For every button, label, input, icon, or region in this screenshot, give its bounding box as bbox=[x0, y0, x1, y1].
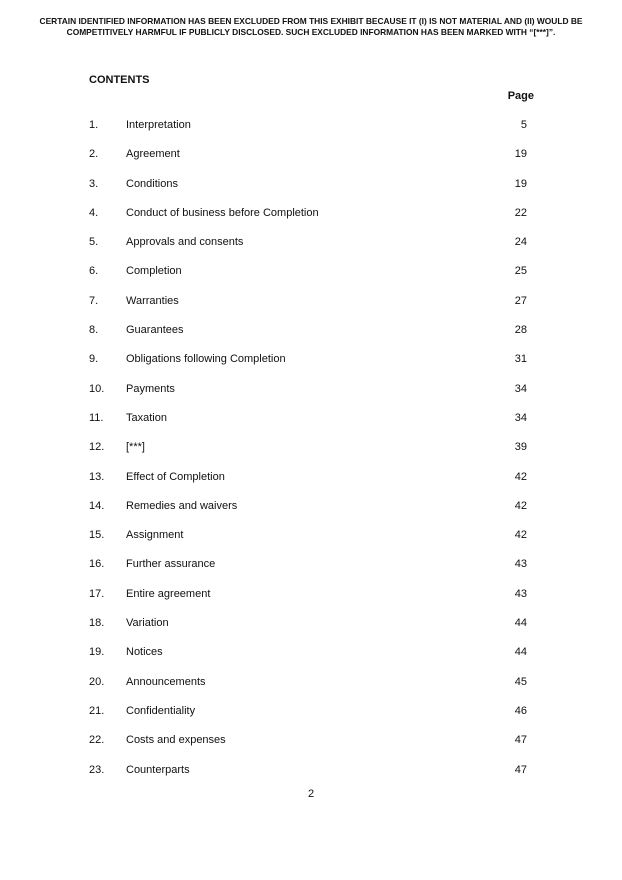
toc-entry-title: Approvals and consents bbox=[126, 236, 244, 249]
toc-entry-title: Completion bbox=[126, 265, 182, 278]
toc-entry[interactable] bbox=[89, 609, 529, 638]
toc-entry-page: 19 bbox=[514, 177, 527, 190]
toc-entry-title: Taxation bbox=[126, 411, 167, 424]
toc-entry-title: Obligations following Completion bbox=[126, 353, 286, 366]
toc-entry-page: 22 bbox=[514, 206, 527, 219]
toc-entry-page: 45 bbox=[514, 675, 527, 688]
toc-entry-page: 44 bbox=[514, 617, 527, 630]
toc-entry-title: Conditions bbox=[126, 177, 178, 190]
toc-entry-page: 34 bbox=[514, 382, 527, 395]
toc-entry[interactable] bbox=[89, 580, 529, 609]
toc-entry-number: 19. bbox=[89, 646, 105, 659]
toc-entry[interactable] bbox=[89, 726, 529, 755]
toc-entry-title: Payments bbox=[126, 382, 175, 395]
toc-entry-title: Further assurance bbox=[126, 558, 216, 571]
toc-entry[interactable] bbox=[89, 433, 529, 462]
toc-entry[interactable] bbox=[89, 140, 529, 169]
toc-entry-number: 23. bbox=[89, 763, 105, 776]
toc-entry-title: Assignment bbox=[126, 529, 184, 542]
toc-entry-page: 46 bbox=[514, 704, 527, 717]
toc-entry-number: 18. bbox=[89, 617, 105, 630]
toc-entry[interactable] bbox=[89, 404, 529, 433]
toc-entry[interactable] bbox=[89, 550, 529, 579]
toc-entry-page: 43 bbox=[514, 587, 527, 600]
toc-entry-page: 47 bbox=[514, 734, 527, 747]
toc-entry-title: Confidentiality bbox=[126, 704, 196, 717]
toc-entry-title: Warranties bbox=[126, 294, 179, 307]
toc-entry[interactable] bbox=[89, 463, 529, 492]
toc-entry-page: 34 bbox=[514, 411, 527, 424]
toc-entry-number: 5. bbox=[89, 236, 99, 249]
toc-entry-page: 47 bbox=[514, 763, 527, 776]
toc-entry[interactable] bbox=[89, 111, 529, 140]
contents-heading: CONTENTS bbox=[89, 74, 150, 86]
toc-entry[interactable] bbox=[89, 170, 529, 199]
toc-entry[interactable] bbox=[89, 521, 529, 550]
toc-entry-number: 3. bbox=[89, 177, 99, 190]
toc-entry-number: 8. bbox=[89, 324, 99, 337]
toc-entry-page: 44 bbox=[514, 646, 527, 659]
toc-entry[interactable] bbox=[89, 345, 529, 374]
toc-entry-number: 22. bbox=[89, 734, 105, 747]
toc-entry-page: 19 bbox=[514, 148, 527, 161]
toc-entry-number: 10. bbox=[89, 382, 105, 395]
toc-entry[interactable] bbox=[89, 199, 529, 228]
footer-page-number: 2 bbox=[307, 788, 315, 800]
toc-entry-title: [***] bbox=[126, 441, 145, 454]
toc-entry[interactable] bbox=[89, 257, 529, 286]
toc-entry[interactable] bbox=[89, 228, 529, 257]
toc-entry-number: 14. bbox=[89, 499, 105, 512]
toc-entry[interactable] bbox=[89, 756, 529, 785]
toc-entry-title: Entire agreement bbox=[126, 587, 211, 600]
toc-entry-page: 31 bbox=[514, 353, 527, 366]
toc-entry-number: 20. bbox=[89, 675, 105, 688]
page-column-header: Page bbox=[507, 90, 534, 102]
toc-entry[interactable] bbox=[89, 697, 529, 726]
toc-entry-page: 39 bbox=[514, 441, 527, 454]
toc-entry-number: 2. bbox=[89, 148, 99, 161]
toc-entry-number: 4. bbox=[89, 206, 99, 219]
toc-entry-number: 6. bbox=[89, 265, 99, 278]
toc-entry-title: Counterparts bbox=[126, 763, 190, 776]
toc-entry-title: Announcements bbox=[126, 675, 206, 688]
toc-entry-title: Remedies and waivers bbox=[126, 499, 238, 512]
toc-entry-number: 15. bbox=[89, 529, 105, 542]
toc-entry[interactable] bbox=[89, 668, 529, 697]
toc-entry-page: 42 bbox=[514, 499, 527, 512]
toc-entry[interactable] bbox=[89, 287, 529, 316]
redaction-notice: CERTAIN IDENTIFIED INFORMATION HAS BEEN EXCLUDED FROM THIS EXHIBIT BECAUSE IT (I) IS NOT MATERIAL AND (II) WOULD BE COMPETITIVELY HARMFUL IF PUBLICLY DISCLOSED. SUCH EXCLUDED INFORMATION HAS BEEN MARKED WITH “[***]”. bbox=[39, 16, 583, 37]
toc-entry-number: 11. bbox=[89, 411, 104, 424]
toc-entry-number: 7. bbox=[89, 294, 99, 307]
toc-entry-page: 5 bbox=[520, 119, 527, 131]
toc-entry-page: 43 bbox=[514, 558, 527, 571]
toc-entry-title: Agreement bbox=[126, 148, 180, 161]
toc-entry-number: 13. bbox=[89, 470, 105, 483]
toc-entry-title: Effect of Completion bbox=[126, 470, 225, 483]
toc-entry[interactable] bbox=[89, 316, 529, 345]
toc-entry-number: 17. bbox=[89, 587, 105, 600]
table-of-contents bbox=[89, 111, 529, 785]
toc-entry[interactable] bbox=[89, 492, 529, 521]
toc-entry-title: Conduct of business before Completion bbox=[126, 206, 319, 219]
toc-entry-title: Notices bbox=[126, 646, 163, 659]
toc-entry-title: Variation bbox=[126, 617, 169, 630]
toc-entry-page: 28 bbox=[514, 324, 527, 337]
toc-entry-number: 12. bbox=[89, 441, 105, 454]
toc-entry-number: 21. bbox=[89, 704, 105, 717]
toc-entry-number: 9. bbox=[89, 353, 99, 366]
toc-entry-page: 42 bbox=[514, 529, 527, 542]
toc-entry-number: 1. bbox=[89, 119, 99, 131]
toc-entry-title: Interpretation bbox=[126, 119, 191, 131]
toc-entry-page: 42 bbox=[514, 470, 527, 483]
toc-entry-page: 27 bbox=[514, 294, 527, 307]
toc-entry-number: 16. bbox=[89, 558, 105, 571]
toc-entry[interactable] bbox=[89, 638, 529, 667]
toc-entry-page: 24 bbox=[514, 236, 527, 249]
toc-entry-title: Costs and expenses bbox=[126, 734, 226, 747]
toc-entry[interactable] bbox=[89, 375, 529, 404]
toc-entry-title: Guarantees bbox=[126, 324, 184, 337]
toc-entry-page: 25 bbox=[514, 265, 527, 278]
